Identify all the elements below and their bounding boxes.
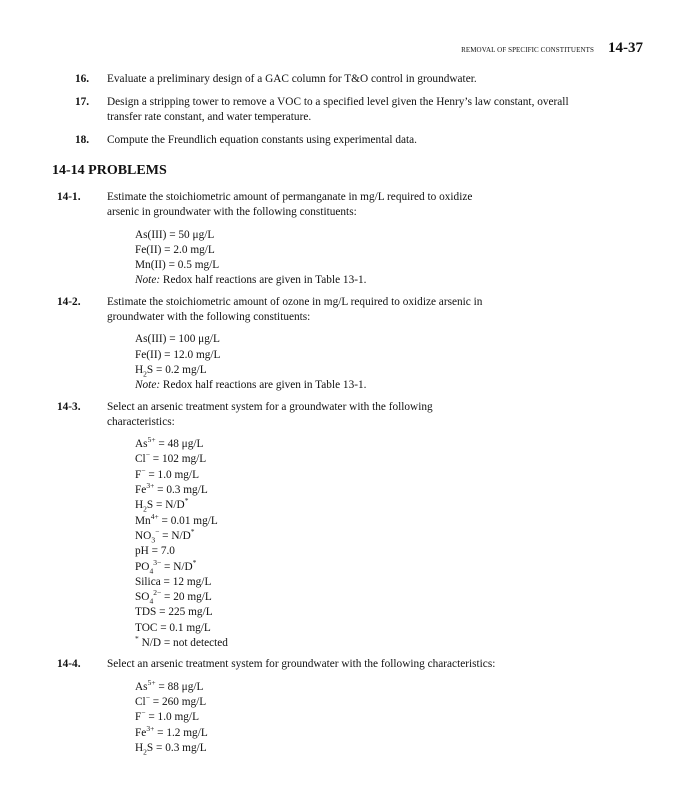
- constituent-sup: −: [145, 450, 150, 460]
- constituent-sup: 4+: [150, 511, 159, 521]
- constituent-line: [135, 437, 497, 452]
- constituent-base: As(III): [135, 333, 167, 346]
- constituent-line: [135, 348, 497, 363]
- constituent-base: Fe(II): [135, 348, 162, 361]
- constituent-sup: −: [141, 708, 146, 718]
- note-label: Note:: [135, 274, 161, 287]
- problem: [57, 190, 497, 289]
- objective-item: [75, 133, 575, 149]
- constituent-rest: = 12 mg/L: [160, 575, 212, 588]
- constituent-line: [135, 741, 497, 756]
- constituent-base: As: [135, 438, 148, 451]
- constituent-rest: = 260 mg/L: [149, 695, 207, 708]
- note-line: [135, 273, 497, 288]
- constituent-base2: S: [146, 499, 154, 512]
- constituent-rest: = N/D: [159, 529, 191, 542]
- constituent-base: SO: [135, 591, 150, 604]
- constituent-sup2: *: [190, 527, 195, 537]
- note-label: Note:: [135, 379, 161, 392]
- constituent-line: [135, 677, 497, 695]
- problem-number: 14-1.: [57, 191, 81, 203]
- constituent-base: H: [135, 363, 144, 376]
- constituent-sup2: *: [192, 557, 197, 567]
- constituent-base: Cl: [135, 453, 146, 466]
- constituent-base: Fe: [135, 484, 147, 497]
- constituent-rest: = 225 mg/L: [156, 606, 213, 619]
- constituent-rest: = 0.5 mg/L: [165, 259, 220, 272]
- item-text: Compute the Freundlich equation constants using experimental data.: [107, 133, 417, 146]
- constituent-list: [135, 228, 497, 289]
- constituent-rest: = 2.0 mg/L: [161, 243, 215, 256]
- page-header: [461, 40, 643, 57]
- constituent-line: [135, 695, 497, 710]
- constituent-base: PO: [135, 560, 150, 573]
- constituent-line: [135, 605, 497, 620]
- problem-text: Estimate the stoichiometric amount of ozone in mg/L required to oxidize arsenic in groundwater with the following constituents:: [107, 295, 483, 324]
- problem: [57, 657, 497, 756]
- note-line: [135, 378, 497, 393]
- constituent-rest: = 0.1 mg/L: [157, 621, 211, 634]
- constituent-line: [135, 544, 497, 559]
- problems-list: [57, 190, 497, 762]
- constituent-sup: 2−: [153, 588, 162, 598]
- constituent-sup: −: [145, 693, 150, 703]
- constituent-line: [135, 636, 497, 651]
- constituent-sub: 4: [149, 565, 154, 575]
- constituent-sup: 3+: [146, 481, 155, 491]
- constituent-rest: = 1.0 mg/L: [145, 711, 199, 724]
- constituent-base: Fe: [135, 726, 147, 739]
- constituent-pre: *: [135, 634, 139, 644]
- constituent-rest: = 0.01 mg/L: [158, 514, 218, 527]
- constituent-rest: = 20 mg/L: [161, 591, 212, 604]
- constituent-line: [135, 332, 497, 347]
- constituent-base: N/D: [138, 637, 162, 650]
- item-number: 18.: [75, 133, 90, 146]
- item-text: Evaluate a preliminary design of a GAC column for T&O control in groundwater.: [107, 73, 477, 85]
- constituent-base: H: [135, 741, 144, 754]
- problem: [57, 295, 497, 394]
- problem-text: Select an arsenic treatment system for a groundwater with the following characteristics:: [107, 400, 433, 428]
- item-number: 16.: [75, 73, 90, 85]
- constituent-base2: S: [146, 741, 154, 754]
- constituent-rest: = 1.0 mg/L: [145, 468, 199, 481]
- constituent-base: Silica: [135, 575, 161, 588]
- constituent-line: [135, 465, 497, 483]
- constituent-rest: = 100 μg/L: [166, 333, 220, 346]
- page-number: 14-37: [608, 40, 643, 56]
- item-text: Design a stripping tower to remove a VOC to a specified level given the Henry’s law constant, overall transfer rate constant, and water temperature.: [107, 95, 569, 123]
- constituent-rest: = 102 mg/L: [149, 453, 207, 466]
- constituent-rest: = N/D: [161, 560, 193, 573]
- constituent-list: [135, 677, 497, 757]
- constituent-line: [135, 621, 497, 636]
- constituent-base: NO: [135, 529, 152, 542]
- section-heading: 14-14 PROBLEMS: [52, 163, 167, 178]
- constituent-base: F: [135, 711, 142, 724]
- constituent-base: Fe(II): [135, 243, 162, 256]
- constituent-rest: = not detected: [161, 637, 228, 650]
- constituent-rest: = 0.2 mg/L: [153, 363, 207, 376]
- note-text: Redox half reactions are given in Table 13-1.: [160, 274, 367, 287]
- constituent-base2: S: [146, 363, 154, 376]
- constituent-sup: 3+: [146, 723, 155, 733]
- item-number: 17.: [75, 95, 90, 108]
- constituent-base: As: [135, 680, 148, 693]
- constituent-base: Mn: [135, 514, 151, 527]
- constituent-base: pH: [135, 545, 149, 558]
- constituent-base: TDS: [135, 606, 157, 619]
- constituent-sup: 3−: [153, 557, 162, 567]
- constituent-base: Cl: [135, 695, 146, 708]
- constituent-base: TOC: [135, 621, 158, 634]
- problem-text: Select an arsenic treatment system for groundwater with the following characteristics:: [107, 658, 496, 671]
- constituent-rest: = 1.2 mg/L: [154, 726, 208, 739]
- constituent-sub: 2: [143, 504, 147, 514]
- constituent-rest: = N/D: [153, 499, 185, 512]
- problem-statement: [57, 295, 497, 326]
- constituent-sup: −: [155, 527, 160, 537]
- constituent-rest: = 0.3 mg/L: [153, 741, 207, 754]
- constituent-rest: = 48 μg/L: [155, 438, 204, 451]
- constituent-base: Mn(II): [135, 259, 166, 272]
- constituent-rest: = 0.3 mg/L: [154, 484, 208, 497]
- constituent-base: As(III): [135, 228, 167, 241]
- constituent-line: [135, 511, 497, 529]
- constituent-sub: 2: [143, 369, 147, 379]
- constituent-line: [135, 529, 497, 544]
- constituent-sub: 2: [143, 747, 147, 757]
- constituent-rest: = 12.0 mg/L: [161, 348, 221, 361]
- problem-text: Estimate the stoichiometric amount of permanganate in mg/L required to oxidize arsenic in groundwater with the following constituents:: [107, 191, 473, 219]
- constituent-sup2: *: [184, 496, 189, 506]
- constituent-list: [135, 437, 497, 651]
- constituent-line: [135, 228, 497, 243]
- problem-number: 14-2.: [57, 295, 81, 308]
- problem-number: 14-4.: [57, 658, 81, 671]
- note-text: Redox half reactions are given in Table 13-1.: [160, 379, 367, 392]
- constituent-line: [135, 243, 497, 258]
- constituent-rest: = 7.0: [148, 545, 175, 558]
- constituent-line: [135, 363, 497, 378]
- running-title: REMOVAL OF SPECIFIC CONSTITUENTS: [461, 46, 594, 54]
- constituent-line: [135, 590, 497, 605]
- constituent-base: F: [135, 468, 142, 481]
- constituent-list: [135, 332, 497, 393]
- objectives-list: [75, 72, 575, 155]
- objective-item: [75, 72, 575, 88]
- constituent-line: [135, 258, 497, 273]
- constituent-line: [135, 723, 497, 741]
- constituent-sup: 5+: [147, 677, 156, 687]
- objective-item: [75, 95, 575, 126]
- constituent-line: [135, 483, 497, 498]
- constituent-sub: 3: [151, 535, 156, 545]
- problem-statement: [57, 400, 497, 431]
- constituent-line: [135, 452, 497, 467]
- constituent-base: H: [135, 499, 144, 512]
- constituent-line: [135, 498, 497, 513]
- constituent-rest: = 50 μg/L: [166, 228, 215, 241]
- problem: [57, 400, 497, 652]
- constituent-line: [135, 575, 497, 590]
- problem-statement: [57, 657, 497, 672]
- constituent-sup: −: [141, 465, 146, 475]
- problem-number: 14-3.: [57, 400, 81, 413]
- constituent-sub: 4: [149, 596, 154, 606]
- constituent-line: [135, 710, 497, 725]
- constituent-rest: = 88 μg/L: [155, 680, 204, 693]
- constituent-line: [135, 557, 497, 575]
- constituent-sup: 5+: [147, 435, 156, 445]
- problem-statement: [57, 190, 497, 221]
